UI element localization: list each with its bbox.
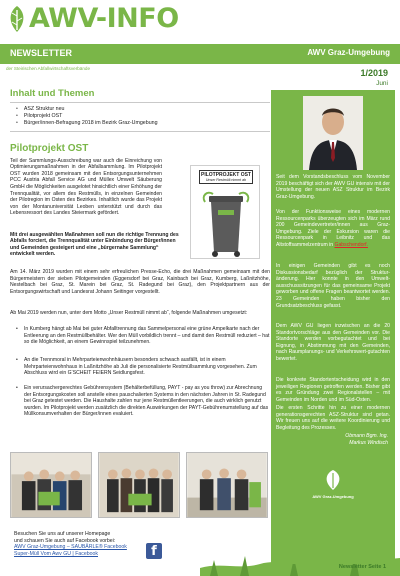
contents-list [10,102,270,132]
group-photo-icon [11,453,91,517]
list-item: • Bürger/innen-Befragung 2018 im Bezirk Graz-Umgebung [16,120,270,127]
newsletter-label: NEWSLETTER [10,48,72,58]
group-photo-icon [99,453,179,517]
footer-text [14,531,154,557]
emblem-caption: AWV Graz-Umgebung [312,494,354,499]
footer-line-2: und schauen Sie auch auf Facebook vorbei: [14,537,116,544]
sidebar-paragraph-2: Von der Funktionsweise eines modernen Ressourcenparks überzeugten sich im März rund 200 Gemeindevertreter/innen aus Graz-Umgebung. Ziele der Exkursion waren die Ressourcenpark in Leibnitz und das Altstoffsammelzentrum in Gabschendorf. [276,209,390,248]
contents-heading: Inhalt und Themen [10,88,95,99]
pilot-paragraph-2: Am 14. März 2019 wurden mit einem sehr erfreulichen Presse-Echo, die drei Maßnahmen gemeinsam mit den Bürgermeistern der sieben Pilotgemeinden (Eggersdorf bei Graz, Kainbach bei Graz, Kumberg, Laßnitzhöhe, Nestelbach bei Graz, St. Marein bei Graz, St. Radegund bei Graz), den Projektpartnern aus der Entsorgungswirtschaft und Landesrat Johann Seitinger vorgestellt. [10,269,270,295]
footer-line-1: Besuchen Sie uns auf unserer Homepage [14,531,111,537]
pilot-bin-illustration [190,165,260,259]
header-caption: der Steirischen Abfallwirtschaftsverbände [6,66,91,71]
group-photo-icon [187,453,267,517]
signature-title: Obmann Bgm. Ing. [345,433,388,439]
leaf-logo-icon [6,4,28,34]
facebook-icon[interactable]: f [146,543,162,559]
press-photo-2 [98,452,180,518]
press-photo-1 [10,452,92,518]
list-item: • Ein verursachergerechtes Gebührensystem (Behälterbefüllung, PAYT - pay as you throw) zur Abrechnung der Entsorgungskosten soll anstelle eines pauschalierten Systems in den nächsten Jahren in St. Radegund bei Graz getestet werden. Die Haushalte zahlen nur jene Restmüllentleerungen, die auch wirklich genutzt wurden. Im Pilotprojekt werden zusätzlich die direkten Auswirkungen der PAYT-Gebührenumstellung auf das Müllkonsumverhalten der Bürger/innen evaluiert. [16,385,270,418]
newsletter-header [0,0,400,100]
sidebar-paragraph-3: In einigen Gemeinden gibt es noch Diskussionsbedarf bezüglich der Struktur-änderung. Hier konnte in den Umwelt-ausschusssitzungen für das gemeinsame Projekt geworben und offene Fragen beantwortet werden. 23 Gemeinden haben bisher den Grundsatzbeschluss gefasst. [276,263,390,309]
super-mull-link[interactable]: Super-Müll Vom Awv GU | Facebook [14,550,98,557]
list-item: • Pilotprojekt OST [16,113,270,120]
facebook-link[interactable]: AWV Graz-Umgebung – SAUBÄRLE® Facebook [14,544,127,551]
logo-text: AWV-INFO [29,3,179,34]
list-item: • ASZ Struktur neu [16,106,270,113]
sidebar-paragraph-6: Die ersten Schritte hin zu einer modernen generationsgerechten ASZ-Struktur sind getan. Wir freuen uns auf die weitere Koordinierung und Begleitung des Prozesses. [276,405,390,431]
sidebar-paragraph-1: Seit dem Vorstandsbeschluss vom November 2019 beschäftigt sich der AWV GU intensiv mit der Umstellung der neuen ASZ Struktur im Bezirk Graz-Umgebung. [276,174,390,200]
pilot-intro-text: Teil der Sammlungs-Ausschreibung war auch die Einreichung von Optimierungsmaßnahmen in der Abfallsammlung. Im Pilotprojekt OST wurden 2018 gemeinsam mit den Entsorgungsunternehmen PCC Austria Abfall Service AG und Müllex Umwelt Säuberung GmbH die Möglichkeiten ausgelotet hinsichtlich einer Erhöhung der Trennqualität, vor allem des Restmülls, in einzelnen Gemeinden der Pilotregion im Osten des Bezirkes. Inhaltlich wurde das Projekt von der Montanuniversität Leoben unterstützt und durch das Lebensressort des Landes Steiermark gefördert. [10,157,162,217]
sidebar-paragraph-5: Die konkrete Standortentscheidung wird in den jeweiligen Regionen getroffen werden. Bisher gibt es zur Gründung zwei Regionalstellen – mit Gemeinden im Norden und im Süd-Osten. [276,377,390,403]
highlight-gabschendorf: Gabschendorf. [334,241,368,248]
pilot-bold-paragraph: Mit drei ausgewählten Maßnahmen soll nun die richtige Trennung des Abfalls forciert, die Trennqualität unter Einbindung der Bürger/innen und Gemeinden gesteigert und eine „bürgernahe Sammlung“ entwickelt werden. [10,231,179,258]
issue-number: 1/2019 [360,68,388,78]
sidebar-paragraph-4: Dem AWV GU liegen inzwischen an die 20 Standortvorschläge aus den Gemeinden vor. Die Standorte werden vorbegutachtet und bei Eignung, in Abstimmung mit den Gemeinden, nach Raumplanungs- und Verkehrswert-gutachten bewertet. [276,323,390,362]
issue-month: Juni [376,80,388,87]
portrait-icon [303,96,363,170]
bin-label [199,170,253,184]
awv-emblem-icon [318,468,348,492]
pilot-paragraph-3: Ab Mai 2019 werden nun, unter dem Motto „Unser Restmüll nimmt ab“, folgende Maßnahmen umgesetzt: [10,310,248,316]
awv-logo [6,4,179,34]
signature-name: Markus Windisch [349,439,388,446]
portrait-photo [303,96,363,170]
press-photo-3 [186,452,268,518]
page-label: Newsletter Seite 1 [338,564,386,570]
bin-label-title: PILOTPROJEKT OST [200,172,251,178]
bin-label-subtitle: Unser Restmüll nimmt ab [205,178,247,182]
region-label: AWV Graz-Umgebung [307,48,390,57]
signature [276,433,388,446]
list-item: • An die Trennmoral in Mehrparteienwohnhäusern besonders schwach ausfällt, ist in einem Mehrparteienwohnhaus in Laßnitzhöhe ab Juli die personalisierte Restmüllsammlung vorgesehen. Zum Abschluss wird ein G‘SCHEIT FEIERN Seidlungsfest. [16,357,270,377]
pilot-heading: Pilotprojekt OST [10,142,89,154]
list-item: • In Kumberg hängt ab Mai bei guter Abfalltrennung das Sammelpersonal eine grüne Ampelkarte nach der Entleerung an den Restmüllbehälter. Wer den Müll vorbildlich trennt – und damit den Restmüll reduziert – hat so die Möglichkeit, an einem Gewinnspiel teilzunehmen. [16,326,270,346]
